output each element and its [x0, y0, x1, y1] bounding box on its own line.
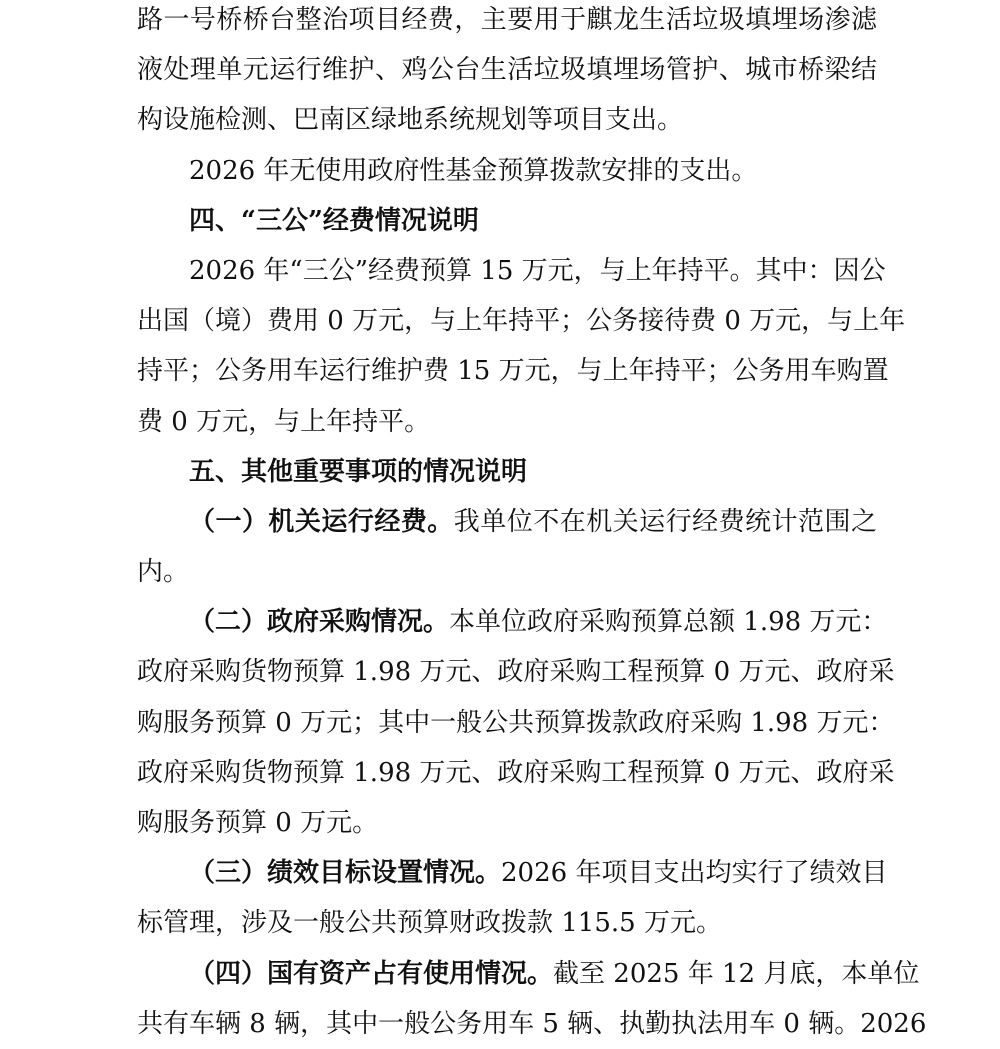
- subsection-title: （二）政府采购情况。: [189, 607, 450, 638]
- body-line: 费 0 万元，与上年持平。: [137, 406, 431, 437]
- body-line: 购服务预算 0 万元。: [137, 808, 379, 838]
- document-page: [137, 0, 927, 1049]
- section-heading: 四、“三公”经费情况说明: [189, 205, 479, 236]
- body-line: 2026 年无使用政府性基金预算拨款安排的支出。: [189, 155, 758, 186]
- body-line: 购服务预算 0 万元；其中一般公共预算拨款政府采购 1.98 万元：: [137, 707, 895, 738]
- body-line: 内。: [137, 557, 190, 588]
- body-line: [137, 848, 888, 898]
- body-text: 2026 年项目支出均实行了绩效目: [501, 858, 888, 889]
- body-line: [137, 597, 888, 647]
- body-line: 持平；公务用车运行维护费 15 万元，与上年持平；公务用车购置: [137, 356, 889, 387]
- subsection-title: （三）绩效目标设置情况。: [189, 858, 502, 889]
- body-line: 2026 年“三公”经费预算 15 万元，与上年持平。其中：因公: [189, 255, 886, 286]
- body-line: 共有车辆 8 辆，其中一般公务用车 5 辆、执勤执法用车 0 辆。2026: [137, 1008, 927, 1039]
- section-heading: 五、其他重要事项的情况说明: [189, 456, 528, 487]
- body-line: 出国（境）费用 0 万元，与上年持平；公务接待费 0 万元，与上年: [137, 306, 906, 337]
- body-text: 我单位不在机关运行经费统计范围之: [453, 506, 877, 537]
- body-line: 政府采购货物预算 1.98 万元、政府采购工程预算 0 万元、政府采: [137, 657, 895, 688]
- subsection-title: （一）机关运行经费。: [189, 506, 454, 537]
- body-text: 本单位政府采购预算总额 1.98 万元：: [449, 607, 888, 638]
- body-line: [137, 497, 877, 547]
- body-line: 液处理单元运行维护、鸡公台生活垃圾填埋场管护、城市桥梁结: [137, 55, 877, 86]
- body-line: 标管理，涉及一般公共预算财政拨款 115.5 万元。: [137, 908, 722, 939]
- body-line: [137, 949, 920, 999]
- body-text: 截至 2025 年 12 月底，本单位: [553, 958, 920, 989]
- subsection-title: （四）国有资产占有使用情况。: [189, 958, 554, 989]
- body-line: 构设施检测、巴南区绿地系统规划等项目支出。: [137, 105, 684, 136]
- body-line: 政府采购货物预算 1.98 万元、政府采购工程预算 0 万元、政府采: [137, 757, 895, 788]
- body-line: 路一号桥桥台整治项目经费，主要用于麒龙生活垃圾填埋场渗滤: [137, 5, 877, 35]
